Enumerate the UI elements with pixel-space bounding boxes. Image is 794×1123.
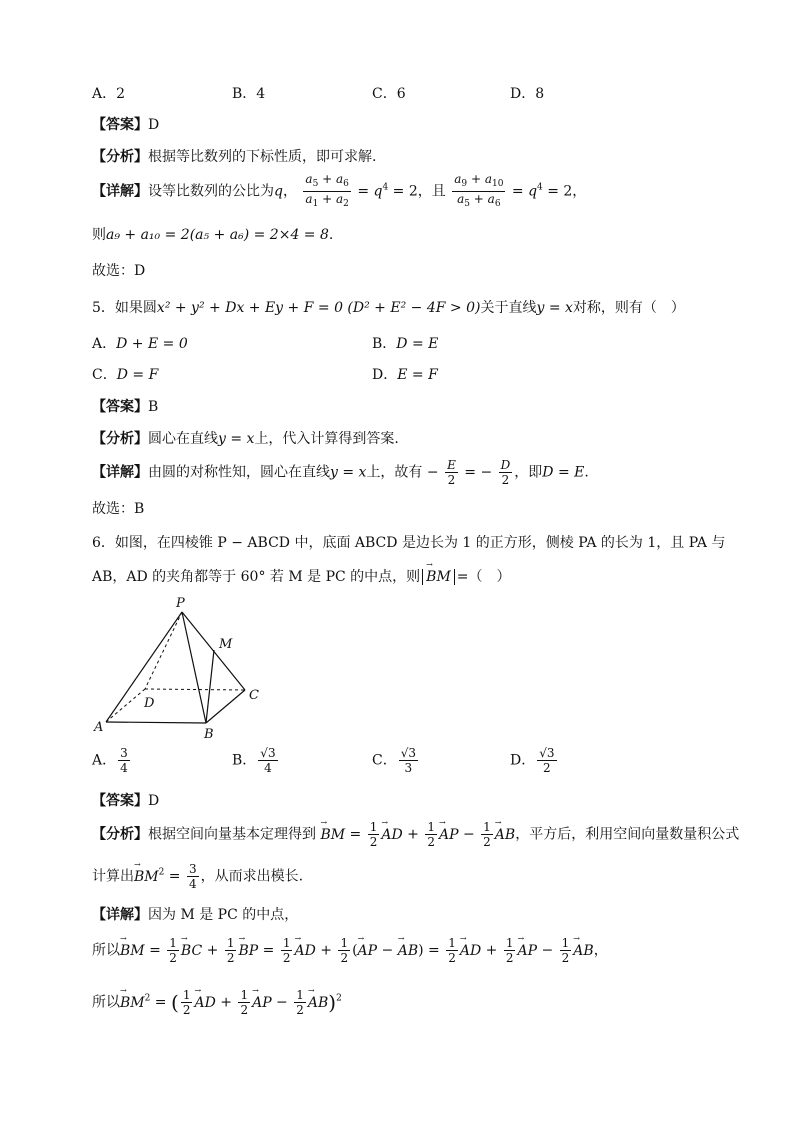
q5-answer-line: 【答案】B — [92, 399, 159, 415]
q6-stem-1: 6．如图，在四棱锥 P − ABCD 中，底面 ABCD 是边长为 1 的正方形，侧棱 PA 的长为 1，且 PA 与 — [92, 535, 726, 551]
analysis-tag: 【分析】 — [92, 149, 148, 165]
q5-option-d: D．E = F — [372, 367, 438, 383]
q6-answer-line: 【答案】D — [92, 793, 160, 809]
figure-label-p: P — [176, 596, 185, 611]
q5-option-a: A．D + E = 0 — [92, 336, 188, 352]
detail-tag: 【详解】 — [92, 183, 148, 200]
figure-label-m: M — [219, 637, 233, 652]
q6-option-b: B． $\frac{√3}{4}$ — [232, 746, 276, 775]
q6-analysis-line-2: 计算出BM → $^2$ = $\frac{3}{4}$ ，从而求出模长. — [92, 859, 304, 891]
q6-detail-line-2: 所以BM → = $\frac{1}{2}$ BC → + $\frac{1}{2}$ BP → = $\frac{1}{2}$ AD → + $\frac{1}{2}$ (AP → − AB → ) = $\frac{1}{2}$ AD → + $\frac{1}{2}$ AP → − $\frac{1}{2}$ AB → ， — [92, 933, 608, 965]
answer-tag: 【答案】 — [92, 117, 148, 133]
q4-fraction-2: $\frac{a_9 + a_{10}}{a_5 + a_6}$ — [454, 172, 504, 209]
q5-option-c: C．D = F — [92, 367, 159, 383]
q4-detail-line-2: 则a₉ + a₁₀ = 2(a₅ + a₆) = 2×4 = 8. — [92, 227, 334, 243]
q4-option-c: C．6 — [372, 86, 406, 102]
figure-label-c: C — [249, 688, 259, 703]
q6-option-d: D． $\frac{√3}{2}$ — [510, 746, 555, 775]
q6-option-c: C． $\frac{√3}{3}$ — [372, 746, 416, 775]
q6-answer: D — [148, 793, 160, 809]
q5-answer: B — [148, 399, 159, 415]
figure-label-a: A — [94, 720, 104, 735]
q4-option-d: D．8 — [510, 86, 545, 102]
q5-analysis-line: 【分析】圆心在直线y = x上，代入计算得到答案. — [92, 431, 399, 447]
q5-stem: 5．如果圆x² + y² + Dx + Ey + F = 0 (D² + E² − 4F > 0)关于直线y = x对称，则有（ ） — [92, 300, 685, 316]
q4-fraction-1: $\frac{a_5 + a_6}{a_1 + a_2}$ — [305, 172, 349, 209]
q4-analysis-line — [92, 146, 376, 166]
figure-label-d: D — [144, 696, 155, 711]
q4-answer-line — [92, 114, 159, 134]
q6-option-a: A． $\frac{3}{4}$ — [92, 746, 128, 775]
q6-detail-line-3: 所以BM → $^2$ = ( $\frac{1}{2}$ AD → + $\frac{1}{2}$ AP → − $\frac{1}{2}$ AB → )$^2$ — [92, 985, 342, 1017]
q5-detail-line: 【详解】由圆的对称性知，圆心在直线y = x上，故有 − $\frac{E}{2}$ = − $\frac{D}{2}$ ，即D = E. — [92, 458, 589, 487]
q4-option-b: B．4 — [232, 86, 266, 102]
q6-vector-bm-magnitude: BM → — [422, 569, 455, 585]
q5-option-b: B．D = E — [372, 336, 439, 352]
q4-answer: D — [148, 117, 160, 133]
q6-analysis-line: 【分析】根据空间向量基本定理得到 BM → = $\frac{1}{2}$ AD → + $\frac{1}{2}$ AP → − $\frac{1}{2}$ AB → ，平方后，利用空间向量数量积公式 — [92, 817, 740, 849]
q6-stem-2: AB，AD 的夹角都等于 60° 若 M 是 PC 的中点，则 BM → =（ ） — [92, 560, 511, 585]
q4-detail-line: 【详解】设等比数列的公比为q， $\frac{a_5 + a_6}{a_1 + a_2}$ = $q^4 = 2$，且 $\frac{a_9 + a_{10}}{a_5 + a_6}$ = $q^4 = 2$， — [92, 172, 587, 209]
figure-label-b: B — [204, 727, 214, 742]
q4-option-a: A．2 — [92, 86, 126, 102]
q5-fraction-d: $\frac{D}{2}$ — [500, 458, 511, 487]
q5-fraction-e: $\frac{E}{2}$ — [447, 458, 456, 487]
q4-conclusion: 故选：D — [92, 263, 146, 279]
q4-detail-expr: a₉ + a₁₀ = 2(a₅ + a₆) = 2×4 = 8 — [106, 227, 329, 243]
q5-circle-equation: x² + y² + Dx + Ey + F = 0 (D² + E² − 4F > 0) — [156, 300, 481, 316]
pyramid-figure — [90, 592, 280, 742]
q4-analysis: 根据等比数列的下标性质，即可求解. — [148, 149, 377, 165]
q6-detail-line: 【详解】因为 M 是 PC 的中点， — [92, 907, 299, 923]
q5-conclusion: 故选：B — [92, 501, 145, 517]
